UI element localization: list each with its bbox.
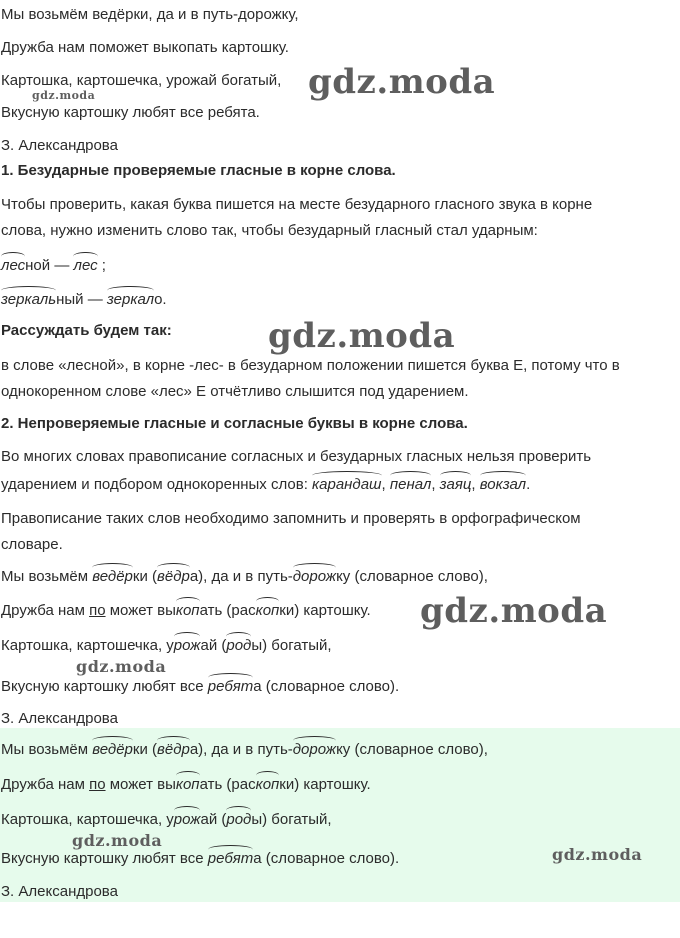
root-mark: коп [255, 776, 280, 793]
author-1: З. Александрова [1, 137, 118, 154]
root-mark: ведёр [92, 741, 133, 758]
poem1-line-4: Вкусную картошку любят все ребята. [1, 104, 260, 121]
watermark-logo: gdz.moda [308, 62, 496, 102]
root-mark: ведёр [92, 568, 133, 585]
root-mark: лес [1, 257, 26, 274]
root-mark: ребят [207, 850, 254, 867]
watermark-logo: gdz.moda [72, 831, 163, 850]
section1-text-2: слова, нужно изменить слово так, чтобы безударный гласный стал ударным: [1, 222, 538, 239]
root-mark: вёдр [157, 568, 190, 585]
dictionary-word: пенал [389, 476, 432, 493]
watermark-logo: gdz.moda [552, 845, 643, 864]
annot1-line-4: Вкусную картошку любят все ребята (словарное слово). [1, 678, 400, 695]
root-mark: зеркал [106, 291, 155, 308]
section2-text-4: словаре. [1, 536, 63, 553]
watermark-logo: gdz.moda [76, 657, 167, 676]
annot2-line-3: Картошка, картошечка, урожай (роды) богатый, [1, 811, 332, 828]
prefix-mark: по [89, 776, 106, 793]
poem1-line-3: Картошка, картошечка, урожай богатый, [1, 72, 282, 89]
annot2-line-4: Вкусную картошку любят все ребята (словарное слово). [1, 850, 400, 867]
root-mark: коп [175, 776, 200, 793]
root-mark: дорож [292, 741, 337, 758]
section2-heading: 2. Непроверяемые гласные и согласные буквы в корне слова. [1, 415, 468, 432]
section2-text-3: Правописание таких слов необходимо запомнить и проверять в орфографическом [1, 510, 581, 527]
annot1-line-1: Мы возьмём ведёрки (вёдра), да и в путь-дорожку (словарное слово), [1, 568, 488, 585]
reason-text-2: однокоренном слове «лес» Е отчётливо слышится под ударением. [1, 383, 469, 400]
watermark-logo: gdz.moda [32, 89, 96, 102]
reason-heading: Рассуждать будем так: [1, 322, 172, 339]
author-3: З. Александрова [1, 883, 118, 900]
root-mark: зеркаль [1, 291, 57, 308]
root-mark: род [226, 811, 252, 828]
root-mark: ребят [207, 678, 254, 695]
section2-text-2: ударением и подбором однокоренных слов: карандаш, пенал, заяц, вокзал. [1, 476, 531, 493]
poem1-line-1: Мы возьмём ведёрки, да и в путь-дорожку, [1, 6, 299, 23]
watermark-logo: gdz.moda [420, 591, 608, 631]
section1-text-1: Чтобы проверить, какая буква пишется на месте безударного гласного звука в корне [1, 196, 593, 213]
dictionary-word: вокзал [479, 476, 527, 493]
author-2: З. Александрова [1, 710, 118, 727]
root-mark: коп [255, 602, 280, 619]
dictionary-word: заяц [439, 476, 472, 493]
poem1-line-2: Дружба нам поможет выкопать картошку. [1, 39, 289, 56]
annot1-line-2: Дружба нам по может выкопать (раскопки) картошку. [1, 602, 371, 619]
reason-text-1: в слове «лесной», в корне -лес- в безударном положении пишется буква Е, потому что в [1, 357, 620, 374]
annot2-line-1: Мы возьмём ведёрки (вёдра), да и в путь-дорожку (словарное слово), [1, 741, 488, 758]
root-mark: рож [173, 811, 201, 828]
root-mark: род [226, 637, 252, 654]
dictionary-word: карандаш [312, 476, 382, 493]
root-mark: вёдр [157, 741, 190, 758]
root-mark: коп [175, 602, 200, 619]
section2-text-1: Во многих словах правописание согласных и безударных гласных нельзя проверить [1, 448, 592, 465]
section1-heading: 1. Безударные проверяемые гласные в корне слова. [1, 162, 396, 179]
example-zerkalo: зеркальный — зеркало. [1, 291, 167, 308]
root-mark: рож [173, 637, 201, 654]
annot2-line-2: Дружба нам по может выкопать (раскопки) картошку. [1, 776, 371, 793]
example-les: лесной — лес ; [1, 257, 106, 274]
watermark-logo: gdz.moda [268, 316, 456, 356]
annot1-line-3: Картошка, картошечка, урожай (роды) богатый, [1, 637, 332, 654]
prefix-mark: по [89, 602, 106, 619]
root-mark: лес [73, 257, 98, 274]
root-mark: дорож [292, 568, 337, 585]
